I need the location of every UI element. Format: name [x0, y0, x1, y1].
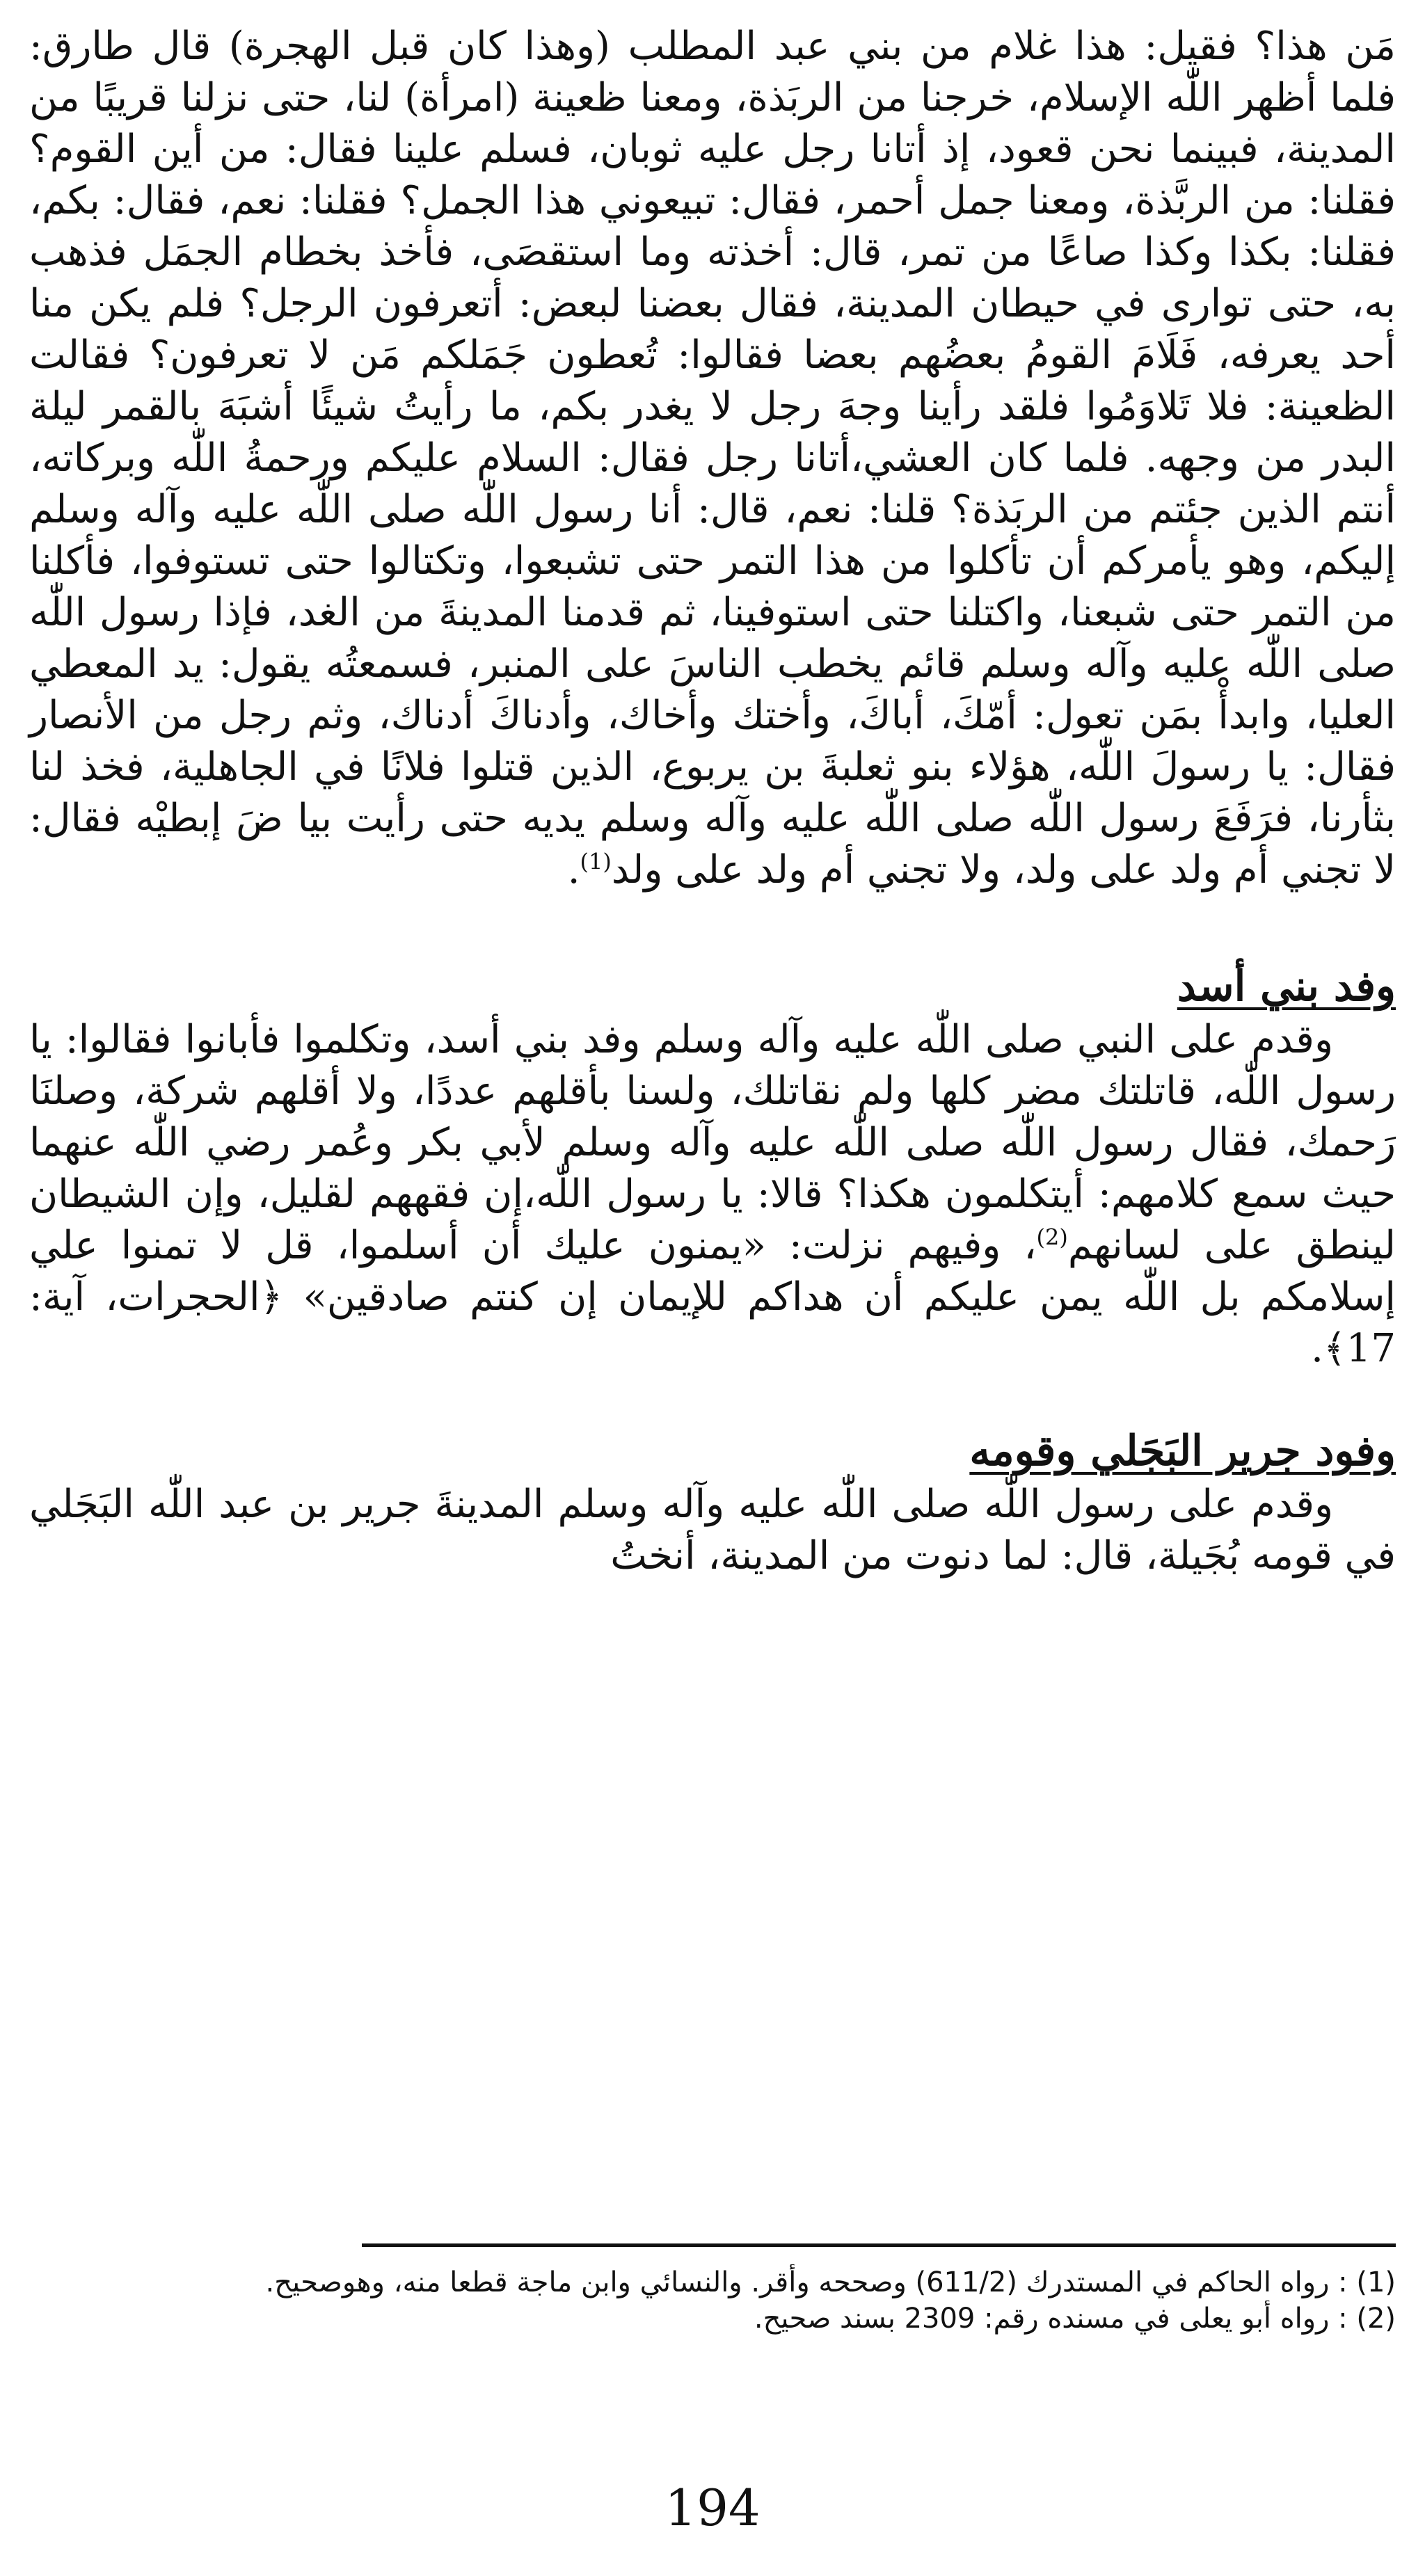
footnotes: [29, 2264, 1396, 2337]
paragraph-jarir: وقدم على رسول اللّٰه صلى اللّٰه عليه وآله وسلم المدينةَ جرير بن عبد اللّٰه البَجَلي في قومه بُجَيلة، قال: لما دنوت من المدينة، أنختُ: [29, 1482, 1396, 1578]
footnote-divider: [362, 2243, 1396, 2247]
paragraph-bani-asad-text-a: وقدم على النبي صلى اللّٰه عليه وآله وسلم وفد بني أسد، وتكلموا فأبانوا فقالوا: يا رسول اللّٰه، قاتلتك مضر كلها ولم نقاتلك، ولسنا بأقلهم عددًا، ولا أقلهم شركة، وصلنَا رَحمك، فقال رسول اللّٰه صلى اللّٰه عليه وآله وسلم لأبي بكر وعُمر رضي اللّٰه عنهما حيث سمع كلامهم: أيتكلمون هكذا؟ قالا: يا رسول اللّٰه،إن فقههم لقليل، وإن الشيطان لينطق على لسانهم: [29, 1017, 1396, 1268]
footnote-ref-1[interactable]: (1): [580, 848, 612, 875]
footnote-ref-2[interactable]: (2): [1036, 1224, 1068, 1251]
page-number: 194: [664, 2479, 761, 2537]
paragraph-bani-asad-text-b: ، وفيهم نزلت: «يمنون عليك أن أسلموا، قل لا تمنوا علي إسلامكم بل اللّٰه يمن عليكم أن هداكم للإيمان إن كنتم صادقين» ﴿الحجرات، آية: 17﴾.: [29, 1223, 1396, 1371]
paragraph-main-end: .: [567, 847, 580, 893]
paragraph-main-text: مَن هذا؟ فقيل: هذا غلام من بني عبد المطلب (وهذا كان قبل الهجرة) قال طارق: فلما أظهر اللّٰه الإسلام، خرجنا من الربَذة، ومعنا ظعينة (امرأة) لنا، حتى نزلنا قريبًا من المدينة، فبينما نحن قعود، إذ أتانا رجل عليه ثوبان، فسلم علينا فقال: من أين القوم؟ فقلنا: من الربَّذة، ومعنا جمل أحمر، فقال: تبيعوني هذا الجمل؟ فقلنا: نعم، فقال: بكم، فقلنا: بكذا وكذا صاعًا من تمر، قال: أخذته وما استقصَى، فأخذ بخطام الجمَل فذهب به، حتى توارى في حيطان المدينة، فقال بعضنا لبعض: أتعرفون الرجل؟ فلم يكن منا أحد يعرفه، فَلَامَ القومُ بعضُهم بعضا فقالوا: تُعطون جَمَلكم مَن لا تعرفون؟ فقالت الظعينة: فلا تَلاوَمُوا فلقد رأينا وجهَ رجل لا يغدر بكم، ما رأيتُ شيئًا أشبَهَ بالقمر ليلة البدر من وجهه. فلما كان العشي،أتانا رجل فقال: السلام عليكم ورحمةُ اللّٰه وبركاته، أنتم الذين جئتم من الربَذة؟ قلنا: نعم، قال: أنا رسول اللّٰه صلى اللّٰه عليه وآله وسلم إليكم، وهو يأمركم أن تأكلوا من هذا التمر حتى تشبعوا، وتكتالوا حتى تستوفوا، فأكلنا من التمر حتى شبعنا، واكتلنا حتى استوفينا، ثم قدمنا المدينةَ من الغد، فإذا رسول اللّٰه صلى اللّٰه عليه وآله وسلم قائم يخطب الناسَ على المنبر، فسمعتُه يقول: يد المعطي العليا، وابدأْ بمَن تعول: أمّكَ، أباكَ، وأختك وأخاك، وأدناكَ أدناك، وثم رجل من الأنصار فقال: يا رسولَ اللّٰه، هؤلاء بنو ثعلبةَ بن يربوع، الذين قتلوا فلانًا في الجاهلية، فخذ لنا بثأرنا، فرَفَعَ رسول اللّٰه صلى اللّٰه عليه وآله وسلم يديه حتى رأيت بيا ضَ إبطيْه فقال: لا تجني أم ولد على ولد، ولا تجني أم ولد على ولد: [29, 24, 1396, 893]
section-heading-jarir: وفود جرير البَجَلي وقومه: [969, 1427, 1396, 1475]
paragraph-bani-asad: [29, 1014, 1396, 1375]
paragraph-main: [29, 21, 1396, 896]
footnote-1: (1) : رواه الحاكم في المستدرك (611/2) وصححه وأقر. والنسائي وابن ماجة قطعا منه، وهوصحيح.: [265, 2266, 1396, 2298]
footnote-2: (2) : رواه أبو يعلى في مسنده رقم: 2309 بسند صحيح.: [754, 2303, 1396, 2335]
section-heading-bani-asad: وفد بني أسد: [1177, 962, 1396, 1011]
